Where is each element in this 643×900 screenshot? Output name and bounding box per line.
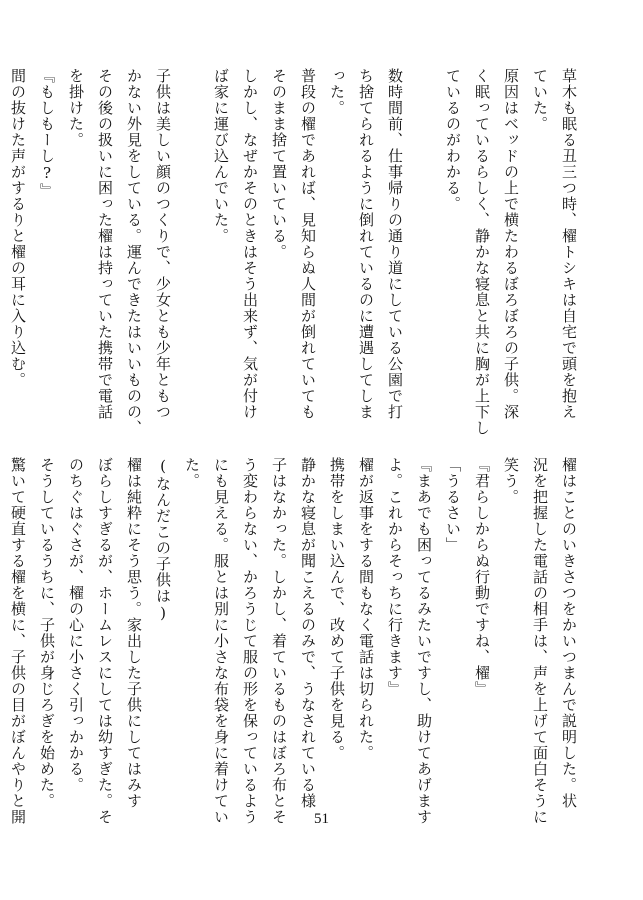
text-line: 子はなかった。しかし、着ているものはぼろ布とそ <box>270 457 288 825</box>
text-line: ているのがわかる。 <box>444 68 462 212</box>
text-line <box>409 68 438 440</box>
upper-text-block <box>9 68 583 440</box>
text-line: 『まあでも困ってるみたいですし、助けてあげます <box>415 457 433 825</box>
text-line: 携帯をしまい込んで、改めて子供を見る。 <box>328 457 346 761</box>
text-line: 普段の櫂であれば、見知らぬ人間が倒れていても <box>299 68 317 420</box>
text-line: のちぐはぐさが、櫂の心に小さく引っかかる。 <box>67 457 85 793</box>
text-line: を掛けた。 <box>67 68 85 148</box>
text-line: 況を把握した電話の相手は、声を上げて面白そうに <box>531 457 549 825</box>
text-line: 『もしもーし?』 <box>38 68 56 199</box>
page-number: 51 <box>314 811 329 827</box>
text-line: そうしているうちに、子供が身じろぎを始めた。 <box>38 457 56 809</box>
text-line: 『君らしからぬ行動ですね、櫂』 <box>473 457 491 697</box>
text-line: その後の扱いに困った櫂は持っていた携帯で電話 <box>96 68 114 420</box>
text-line: 驚いて硬直する櫂を横に、子供の目がぼんやりと開 <box>9 457 27 825</box>
lower-text-block <box>9 457 583 825</box>
text-line: た。 <box>183 457 201 489</box>
text-line: かない外見をしている。運んできたはいいものの、 <box>125 68 143 436</box>
text-line: 櫂が返事をする間もなく電話は切られた。 <box>357 457 375 761</box>
text-line: 子供は美しい顔のつくりで、少女とも少年ともつ <box>154 68 172 420</box>
text-line: ていた。 <box>531 68 549 132</box>
text-line: く眠っているらしく、静かな寝息と共に胸が上下し <box>473 68 491 436</box>
text-line: ち捨てられるように倒れているのに遭遇してしま <box>357 68 375 420</box>
text-line: う変わらない、かろうじて服の形を保っているよう <box>241 457 259 825</box>
text-line: (なんだこの子供は) <box>154 457 172 623</box>
text-line: にも見える。服とは別に小さな布袋を身に着けてい <box>212 457 230 825</box>
text-line: 原因はベッドの上で横たわるぼろぼろの子供。深 <box>502 68 520 420</box>
text-line: よ。これからそっちに行きます』 <box>386 457 404 697</box>
text-line: 櫂は純粋にそう思う。家出した子供にしてはみす <box>125 457 143 809</box>
text-line <box>177 68 206 440</box>
text-line: そのまま捨て置いている。 <box>270 68 288 260</box>
text-line: 数時間前、仕事帰りの通り道にしている公園で打 <box>386 68 404 420</box>
text-line: 櫂はことのいきさつをかいつまんで説明した。状 <box>560 457 578 809</box>
text-line: った。 <box>328 68 346 116</box>
text-line: 草木も眠る丑三つ時、櫂トシキは自宅で頭を抱え <box>560 68 578 420</box>
text-line: 笑う。 <box>502 457 520 505</box>
text-line: ば家に運び込んでいた。 <box>212 68 230 244</box>
text-line: しかし、なぜかそのときはそう出来ず、気が付け <box>241 68 259 420</box>
text-line: ぼらしすぎるが、ホームレスにしては幼すぎた。そ <box>96 457 114 825</box>
text-line: 間の抜けた声がするりと櫂の耳に入り込む。 <box>9 68 27 388</box>
text-line: 「うるさい」 <box>444 457 462 553</box>
text-line: 静かな寝息が聞こえるのみで、うなされている様 <box>299 457 317 809</box>
